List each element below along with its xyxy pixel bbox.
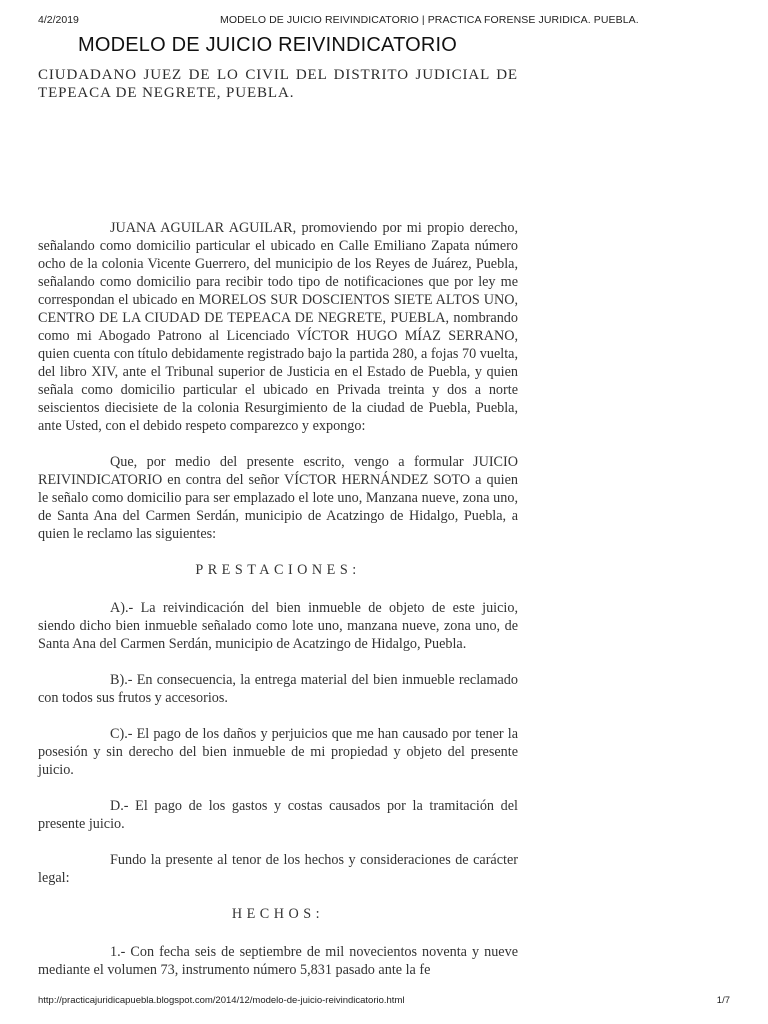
- prestacion-b: B).- En consecuencia, la entrega material del bien inmueble reclamado con todos sus frutos y accesorios.: [38, 672, 518, 706]
- document-title: MODELO DE JUICIO REIVINDICATORIO: [78, 34, 458, 56]
- print-date: 4/2/2019: [38, 14, 79, 26]
- print-header: [38, 14, 730, 28]
- hecho-1: 1.- Con fecha seis de septiembre de mil novecientos noventa y nueve mediante el volumen 73, instrumento número 5,831 pasado ante la fe: [38, 944, 518, 978]
- print-footer: [38, 995, 730, 1009]
- print-page-title: MODELO DE JUICIO REIVINDICATORIO | PRACTICA FORENSE JURIDICA. PUEBLA.: [220, 14, 639, 26]
- paragraph-fundamento: Fundo la presente al tenor de los hechos y consideraciones de carácter legal:: [38, 852, 518, 886]
- prestaciones-heading: PRESTACIONES:: [195, 562, 361, 578]
- document-body: [38, 219, 518, 997]
- hechos-heading: HECHOS:: [231, 906, 325, 922]
- addressee: CIUDADANO JUEZ DE LO CIVIL DEL DISTRITO JUDICIAL DE TEPEACA DE NEGRETE, PUEBLA.: [38, 67, 518, 101]
- prestacion-d: D.- El pago de los gastos y costas causados por la tramitación del presente juicio.: [38, 798, 518, 832]
- prestacion-a: A).- La reivindicación del bien inmueble de objeto de este juicio, siendo dicho bien inmueble señalado como lote uno, manzana nueve, zona uno, de Santa Ana del Carmen Serdán, municipio de Acatzingo de Hidalgo, Puebla.: [38, 600, 518, 652]
- page-number: 1/7: [716, 995, 730, 1006]
- prestacion-c: C).- El pago de los daños y perjuicios que me han causado por tener la posesión y sin derecho del bien inmueble de mi propiedad y objeto del presente juicio.: [38, 726, 518, 778]
- source-url: http://practicajuridicapuebla.blogspot.com/2014/12/modelo-de-juicio-reivindicatorio.html: [38, 995, 405, 1006]
- paragraph-demanda: Que, por medio del presente escrito, vengo a formular JUICIO REIVINDICATORIO en contra del señor VÍCTOR HERNÁNDEZ SOTO a quien le señalo como domicilio para ser emplazado el lote uno, Manzana nueve, zona uno, de Santa Ana del Carmen Serdán, municipio de Acatzingo de Hidalgo, Puebla, a quien le reclamo las siguientes:: [38, 454, 518, 542]
- paragraph-promovente: JUANA AGUILAR AGUILAR, promoviendo por mi propio derecho, señalando como domicilio particular el ubicado en Calle Emiliano Zapata número ocho de la colonia Vicente Guerrero, del municipio de los Reyes de Juárez, Puebla, señalando como domicilio para recibir todo tipo de notificaciones que por ley me correspondan el ubicado en MORELOS SUR DOSCIENTOS SIETE ALTOS UNO, CENTRO DE LA CIUDAD DE TEPEACA DE NEGRETE, PUEBLA, nombrando como mi Abogado Patrono al Licenciado VÍCTOR HUGO MÍAZ SERRANO, quien cuenta con título debidamente registrado bajo la partida 280, a fojas 70 vuelta, del libro XIV, ante el Tribunal superior de Justicia en el Estado de Puebla, y quien señala como domicilio particular el ubicado en Privada treinta y dos a norte seiscientos diecisiete de la colonia Resurgimiento de la ciudad de Puebla, Puebla, ante Usted, con el debido respeto comparezco y expongo:: [38, 220, 518, 434]
